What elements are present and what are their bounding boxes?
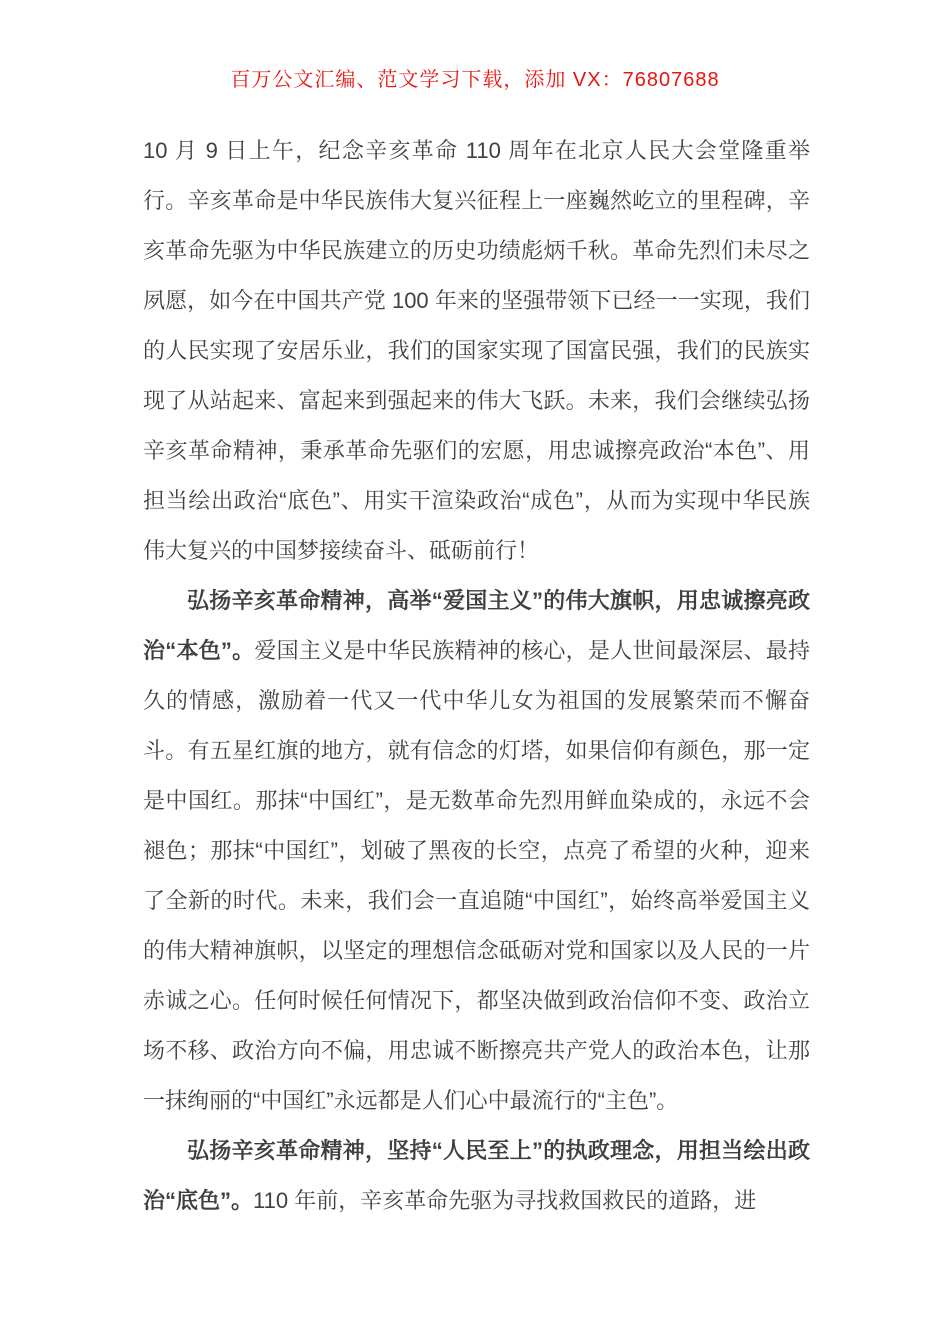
paragraph [143,126,810,576]
promo-header: 百万公文汇编、范文学习下载，添加 VX：76807688 [230,69,720,91]
paragraph-lead-bold: 弘扬辛亥革命精神，坚持“人民至上”的执政理念，用担当绘出政治“底色”。 [143,1138,810,1213]
paragraph-text: 10 月 9 日上午，纪念辛亥革命 110 周年在北京人民大会堂隆重举行。辛亥革命是中华民族伟大复兴征程上一座巍然屹立的里程碑，辛亥革命先驱为中华民族建立的历史功绩彪炳千秋。革命先烈们未尽之夙愿，如今在中国共产党 100 年来的坚强带领下已经一一实现，我们的人民实现了安居乐业，我们的国家实现了国富民强，我们的民族实现了从站起来、富起来到强起来的伟大飞跃。未来，我们会继续弘扬辛亥革命精神，秉承革命先驱们的宏愿，用忠诚擦亮政治“本色”、用担当绘出政治“底色”、用实干渲染政治“成色”，从而为实现中华民族伟大复兴的中国梦接续奋斗、砥砺前行！ [143,138,810,563]
document-body [143,126,810,1226]
paragraph-text: 爱国主义是中华民族精神的核心，是人世间最深层、最持久的情感，激励着一代又一代中华儿女为祖国的发展繁荣而不懈奋斗。有五星红旗的地方，就有信念的灯塔，如果信仰有颜色，那一定是中国红。那抹“中国红”，是无数革命先烈用鲜血染成的，永远不会褪色；那抹“中国红”，划破了黑夜的长空，点亮了希望的火种，迎来了全新的时代。未来，我们会一直追随“中国红”，始终高举爱国主义的伟大精神旗帜，以坚定的理想信念砥砺对党和国家以及人民的一片赤诚之心。任何时候任何情况下，都坚决做到政治信仰不变、政治立场不移、政治方向不偏，用忠诚不断擦亮共产党人的政治本色，让那一抹绚丽的“中国红”永远都是人们心中最流行的“主色”。 [143,638,810,1113]
paragraph-lead-bold: 弘扬辛亥革命精神，高举“爱国主义”的伟大旗帜，用忠诚擦亮政治“本色”。 [143,588,810,663]
paragraph [143,576,810,1126]
paragraph [143,1126,810,1226]
paragraph-text: 110 年前，辛亥革命先驱为寻找救国救民的道路，进 [253,1188,757,1213]
